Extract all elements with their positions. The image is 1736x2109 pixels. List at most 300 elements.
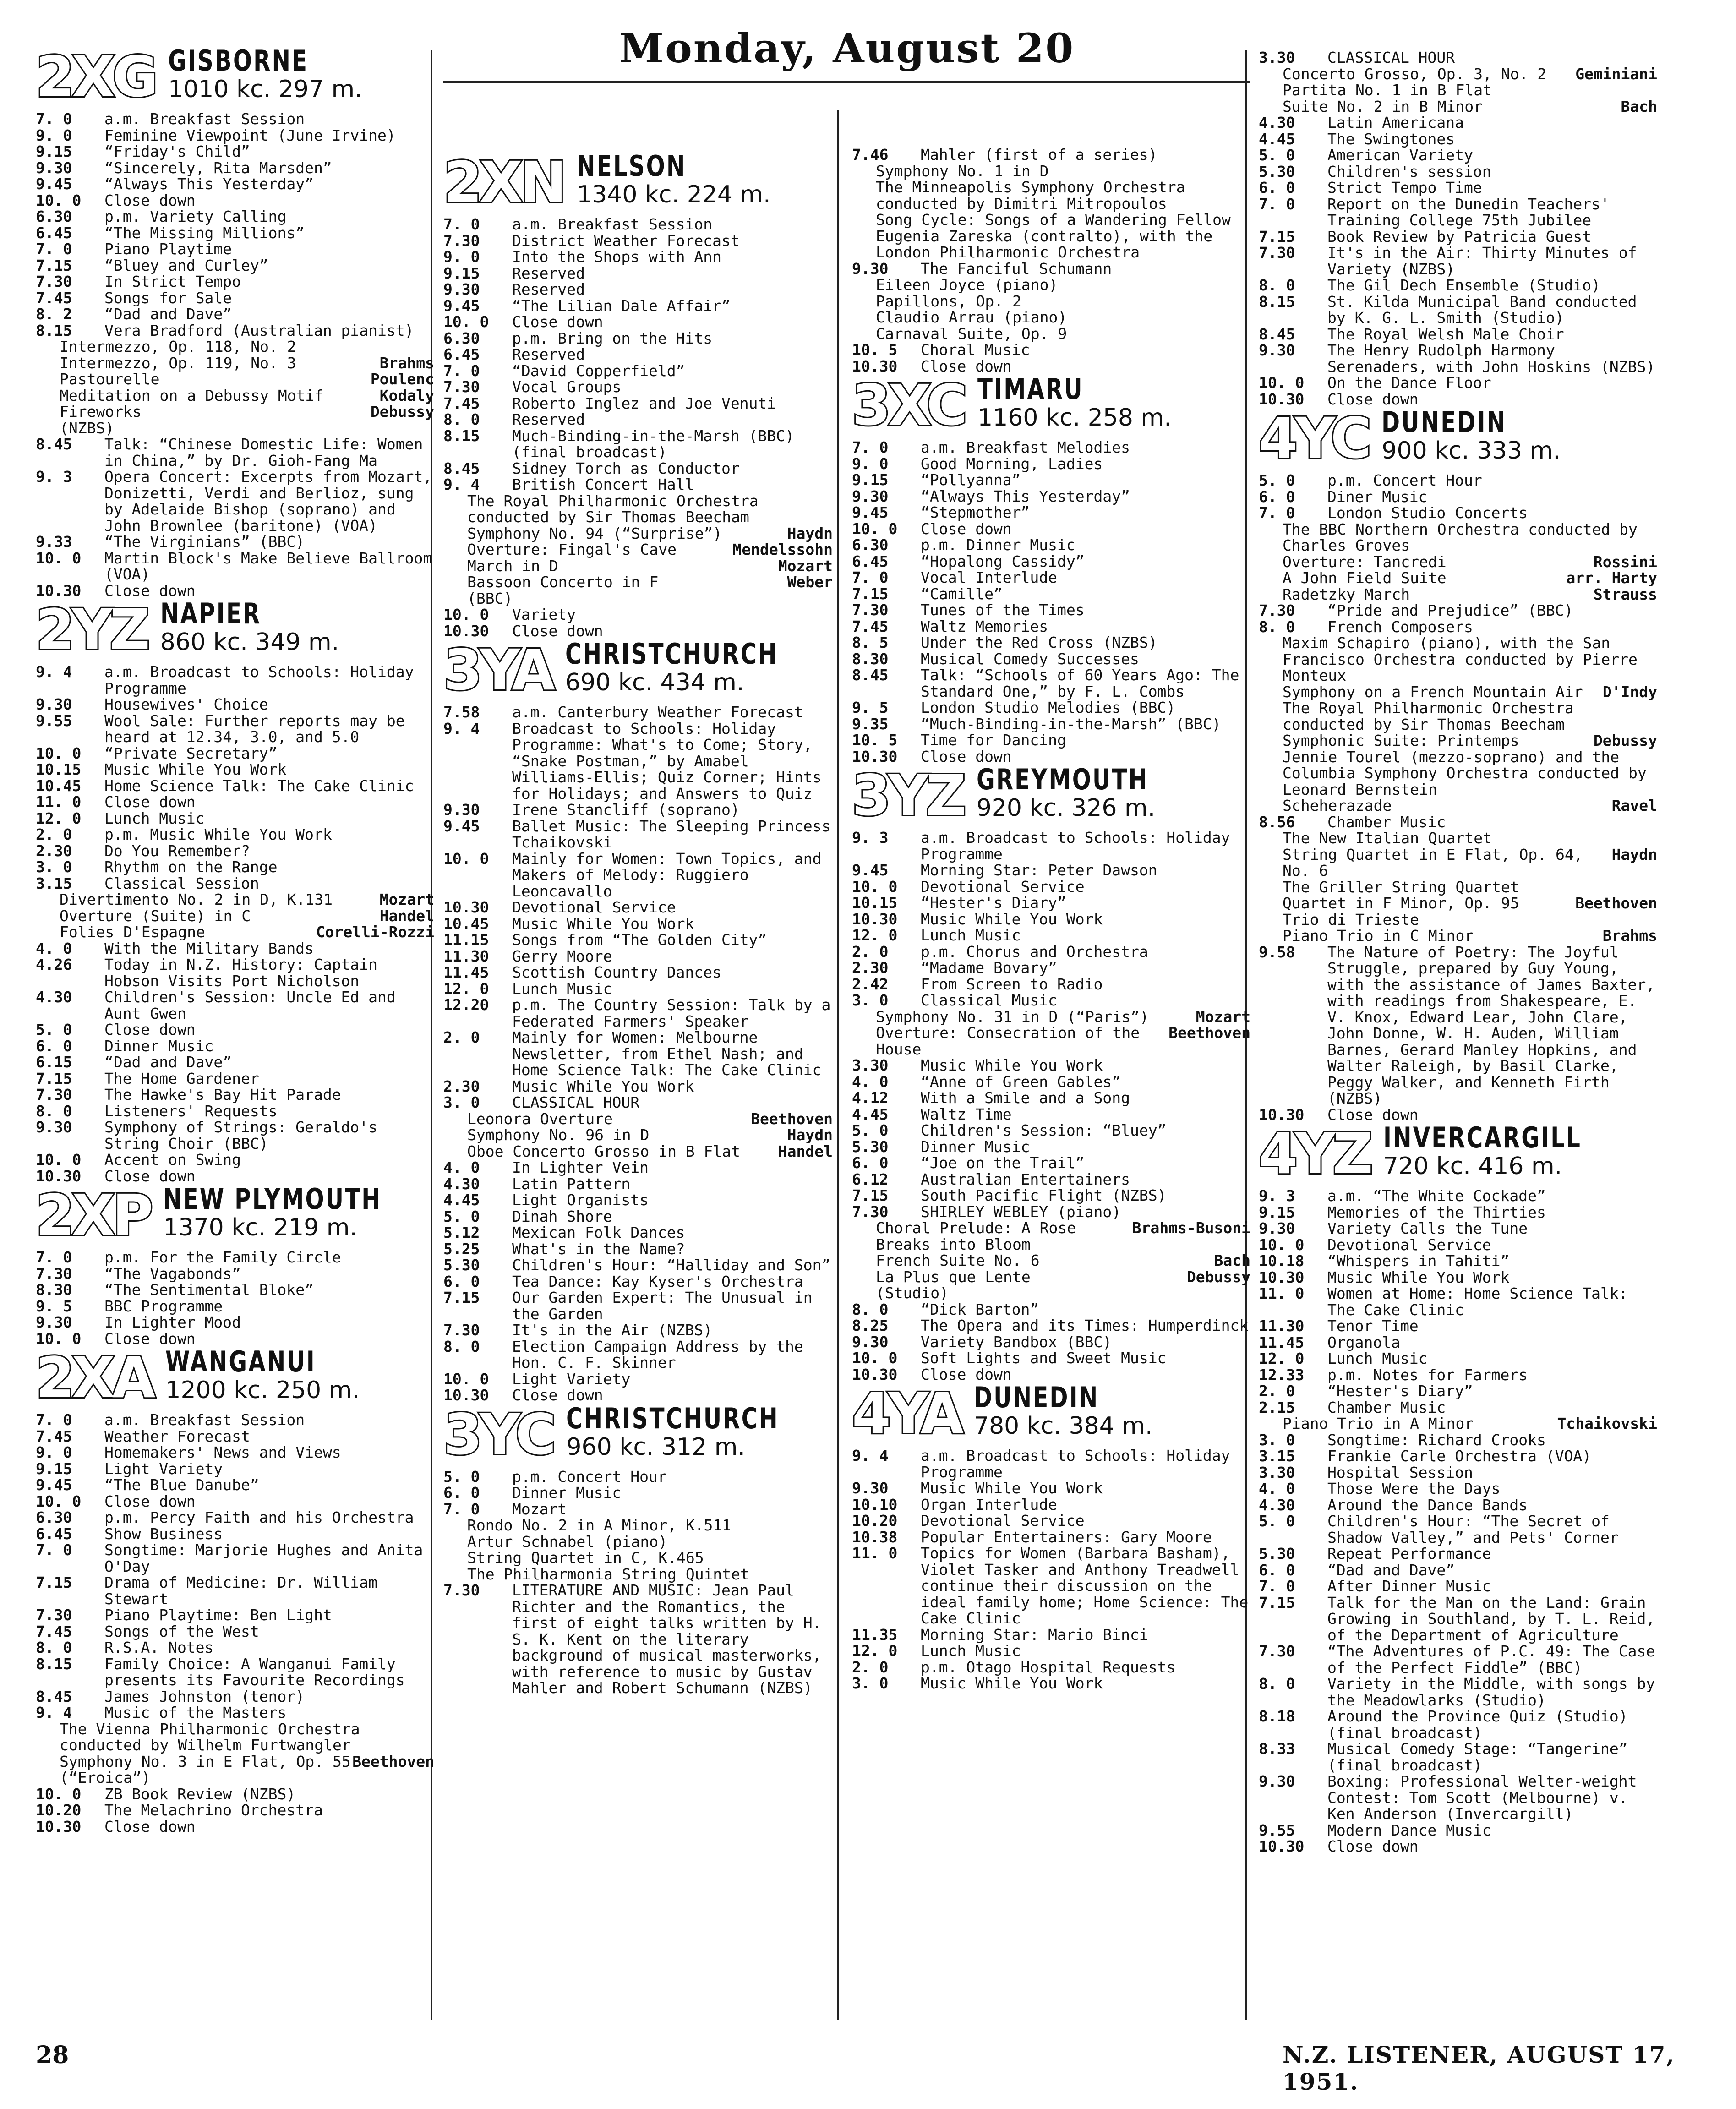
program-item	[1259, 1188, 1657, 1204]
station-3yc	[443, 1401, 833, 1697]
program-time: 9.30	[36, 1118, 72, 1136]
program-item	[852, 521, 1250, 537]
program-list	[1259, 115, 1657, 407]
work-title: Rondo No. 2 in A Minor, K.511	[467, 1516, 732, 1534]
program-title: Women at Home: Home Science Talk: The Cake Clinic	[1327, 1284, 1628, 1319]
program-item	[443, 1273, 833, 1290]
program-time: 10.30	[852, 747, 898, 765]
work-list	[1259, 66, 1657, 115]
program-title: Accent on Swing	[104, 1151, 241, 1169]
program-item	[852, 1155, 1250, 1171]
program-time: 5. 0	[1259, 471, 1295, 489]
program-item	[1259, 1350, 1657, 1367]
program-time: 8. 0	[36, 1639, 72, 1656]
program-time: 8.15	[36, 1655, 72, 1673]
program-time: 8.15	[36, 321, 72, 339]
program-title: “David Copperfield”	[512, 361, 685, 380]
program-title: a.m. Breakfast Melodies	[921, 438, 1130, 456]
program-time: 9.30	[36, 158, 72, 177]
program-title: Organola	[1327, 1333, 1400, 1351]
program-item	[1259, 1285, 1657, 1318]
work-item	[36, 1754, 434, 1786]
composer-name: Mendelssohn	[732, 541, 833, 558]
program-title: “Dad and Dave”	[104, 1053, 232, 1071]
program-title: Mahler (first of a series)	[921, 146, 1157, 164]
program-item	[1259, 1334, 1657, 1351]
work-title: The Royal Philharmonic Orchestra conducted by Sir Thomas Beecham	[467, 492, 759, 526]
program-time: 8. 2	[36, 305, 72, 323]
program-item	[443, 1192, 833, 1208]
work-title: Partita No. 1 in B Flat	[1283, 81, 1492, 99]
program-title: Close down	[104, 1167, 196, 1185]
program-time: 9.45	[443, 296, 480, 315]
program-item	[1259, 1513, 1657, 1546]
program-item	[1259, 1432, 1657, 1448]
program-time: 6.30	[443, 329, 480, 347]
program-title: Weather Forecast	[104, 1427, 250, 1445]
program-time: 7.30	[36, 1606, 72, 1624]
program-item	[1259, 1367, 1657, 1383]
column-rule-2	[837, 110, 839, 2020]
program-time: 9.30	[852, 259, 889, 278]
program-time: 10.20	[36, 1801, 82, 1819]
work-title: The Griller String Quartet	[1283, 878, 1519, 896]
program-item	[36, 192, 434, 209]
program-item	[1259, 1562, 1657, 1579]
program-title: South Pacific Flight (NZBS)	[921, 1186, 1167, 1204]
program-item	[852, 944, 1250, 960]
program-title: Devotional Service	[512, 898, 676, 916]
program-time: 2.15	[1259, 1398, 1295, 1416]
program-title: a.m. Canterbury Weather Forecast	[512, 703, 803, 721]
composer-name: D'Indy	[1602, 683, 1657, 701]
composer-name: Handel	[379, 907, 434, 925]
program-time: 4.30	[443, 1175, 480, 1193]
work-list	[1259, 830, 1657, 944]
program-item	[1259, 1318, 1657, 1334]
program-title: The Melachrino Orchestra	[104, 1801, 323, 1819]
program-title: “Camille”	[921, 585, 1003, 603]
program-title: “Always This Yesterday”	[104, 175, 314, 193]
program-list	[1259, 602, 1657, 635]
program-title: American Variety	[1327, 146, 1473, 164]
program-item	[36, 1152, 434, 1168]
station-logo: 3YA	[443, 638, 552, 703]
program-time: 7.58	[443, 703, 480, 721]
composer-name: Bach	[1214, 1251, 1250, 1269]
program-item	[36, 127, 434, 144]
program-title: Listeners' Requests	[104, 1102, 278, 1120]
program-time: 9.30	[1259, 341, 1295, 359]
program-time: 8.56	[1259, 813, 1295, 831]
program-title: It's in the Air (NZBS)	[512, 1321, 713, 1339]
station-city: TIMARU	[977, 372, 1084, 406]
work-item	[36, 1721, 434, 1754]
program-item	[36, 1298, 434, 1315]
program-title: Mainly for Women: Melbourne Newsletter, from Ethel Nash; and Home Science Talk: The Cake Clinic	[512, 1028, 822, 1079]
program-title: Much-Binding-in-the-Marsh (BBC) (final broadcast)	[512, 426, 794, 461]
work-item	[443, 1127, 833, 1143]
program-item	[1259, 326, 1657, 343]
program-item	[1259, 1595, 1657, 1644]
work-title: Intermezzo, Op. 119, No. 3	[60, 354, 296, 372]
program-time: 5. 0	[36, 1021, 72, 1038]
program-title: Music While You Work	[512, 1077, 694, 1095]
program-title: Memories of the Thirties	[1327, 1203, 1546, 1221]
program-title: p.m. The Country Session: Talk by a Federated Farmers' Speaker	[512, 996, 831, 1030]
program-list	[36, 664, 434, 891]
program-item	[36, 1477, 434, 1493]
composer-name: Debussy	[370, 403, 434, 421]
program-item	[36, 436, 434, 469]
program-time: 8.15	[1259, 292, 1295, 311]
work-list	[36, 1721, 434, 1786]
program-item	[36, 940, 434, 957]
station-3xc	[852, 374, 1250, 765]
program-item	[36, 1054, 434, 1071]
program-title: Wool Sale: Further reports may be heard at 12.34, 3.0, and 5.0	[104, 711, 405, 746]
program-item	[1259, 1546, 1657, 1562]
program-item	[36, 111, 434, 127]
program-title: Talk for the Man on the Land: Grain Growing in Southland, by T. L. Reid, of the Department of Agriculture	[1327, 1593, 1655, 1644]
work-item	[1259, 82, 1657, 98]
program-title: “Dad and Dave”	[1327, 1561, 1455, 1579]
program-time: 7.45	[36, 1622, 72, 1640]
program-time: 7.45	[36, 1427, 72, 1445]
program-item	[36, 1119, 434, 1152]
work-list	[443, 1517, 833, 1582]
program-item	[443, 1208, 833, 1225]
program-item	[36, 1819, 434, 1835]
program-title: Dinah Shore	[512, 1207, 612, 1225]
work-item	[36, 339, 434, 355]
program-time: 9.30	[443, 801, 480, 819]
program-list	[852, 342, 1250, 374]
program-time: 6.30	[36, 208, 72, 225]
program-time: 8.30	[852, 650, 889, 668]
work-item	[1259, 895, 1657, 912]
program-list	[1259, 472, 1657, 521]
program-title: The Nature of Poetry: The Joyful Struggle, prepared by Guy Young, with the assistance of James Baxter, with readings from Shakespeare, E. V. Knox, Edward Lear, John Clare, John Donne, W. H. Auden, William Barnes, Gerard Manley Hopkins, and Walter Raleigh, by Basil Clarke, Peggy Walker, and Kenneth Firth (NZBS)	[1327, 943, 1655, 1107]
program-time: 11.30	[443, 947, 489, 965]
program-item	[36, 1022, 434, 1038]
program-time: 6.15	[36, 1053, 72, 1071]
program-item	[852, 1627, 1250, 1643]
work-title: La Plus que Lente	[876, 1268, 1031, 1286]
program-item	[1259, 1383, 1657, 1399]
program-title: Broadcast to Schools: Holiday Programme: What's to Come; Story, “Snake Postman,” by Amabel Williams-Ellis; Quiz Corner; Hints for Holidays; and Answers to Quiz	[512, 719, 822, 803]
program-title: Feminine Viewpoint (June Irvine)	[104, 126, 396, 144]
program-item	[36, 241, 434, 257]
program-title: Scottish Country Dances	[512, 963, 721, 981]
station-header	[36, 1182, 434, 1248]
work-item	[36, 355, 434, 372]
station-header	[852, 763, 1250, 828]
program-item	[443, 932, 833, 948]
program-time: 4.45	[1259, 130, 1295, 148]
work-item	[443, 1566, 833, 1583]
program-list	[852, 1301, 1250, 1383]
program-time: 10. 0	[36, 1492, 82, 1510]
composer-name: Handel	[778, 1142, 833, 1160]
program-time: 11.35	[852, 1625, 898, 1644]
work-item	[1259, 879, 1657, 896]
program-time: 7.30	[1259, 1642, 1295, 1660]
program-time: 8.25	[852, 1317, 889, 1334]
program-title: Devotional Service	[921, 1512, 1085, 1530]
program-item	[852, 358, 1250, 375]
program-title: The Royal Welsh Male Choir	[1327, 325, 1564, 343]
program-time: 10.30	[443, 622, 489, 640]
work-list	[1259, 521, 1657, 603]
work-title: (NZBS)	[60, 419, 115, 437]
program-title: Mainly for Women: Town Topics, and Makers of Melody: Ruggiero Leoncavallo	[512, 849, 822, 900]
program-item	[443, 1094, 833, 1111]
work-title: Eileen Joyce (piano)	[876, 276, 1058, 294]
program-item	[36, 257, 434, 274]
program-item	[36, 778, 434, 794]
composer-name: Brahms-Busoni	[1132, 1219, 1250, 1237]
program-title: ZB Book Review (NZBS)	[104, 1785, 296, 1803]
program-time: 10. 0	[443, 849, 489, 868]
work-title: Symphony No. 31 in D (“Paris”)	[876, 1007, 1149, 1026]
program-title: Tenor Time	[1327, 1317, 1419, 1335]
program-time: 8. 0	[1259, 617, 1295, 636]
work-item	[1259, 732, 1657, 749]
program-time: 8.45	[1259, 325, 1295, 343]
work-item	[1259, 586, 1657, 603]
program-title: Music While You Work	[104, 760, 287, 778]
program-time: 7.30	[1259, 601, 1295, 619]
program-title: “Sincerely, Rita Marsden”	[104, 158, 332, 177]
program-title: District Weather Forecast	[512, 231, 740, 250]
program-title: From Screen to Radio	[921, 975, 1103, 993]
station-logo: 2XA	[36, 1345, 153, 1410]
program-item	[852, 992, 1250, 1009]
program-time: 10.15	[852, 894, 898, 912]
program-title: Dinner Music	[104, 1037, 214, 1055]
program-time: 10.30	[852, 1365, 898, 1383]
station-logo: 4YC	[1259, 406, 1369, 471]
program-time: 6.45	[852, 552, 889, 570]
station-city: NEW PLYMOUTH	[163, 1182, 382, 1216]
station-3yc-continued	[852, 147, 1250, 374]
program-item	[443, 216, 833, 233]
program-time: 2.30	[443, 1077, 480, 1095]
program-item	[36, 322, 434, 339]
program-time: 5.12	[443, 1224, 480, 1241]
program-item	[852, 147, 1250, 163]
station-3ya	[443, 639, 833, 1404]
program-title: Chamber Music	[1327, 813, 1446, 831]
program-item	[36, 1574, 434, 1607]
work-item	[852, 1220, 1250, 1252]
program-title: Music While You Work	[1327, 1268, 1510, 1286]
program-time: 5.30	[1259, 1545, 1295, 1563]
program-item	[36, 1542, 434, 1574]
work-item	[1259, 98, 1657, 115]
program-title: Reserved	[512, 345, 585, 363]
program-item	[1259, 180, 1657, 196]
program-title: a.m. Breakfast Session	[104, 1411, 305, 1429]
program-time: 3.30	[1259, 49, 1295, 66]
program-list	[852, 1057, 1250, 1220]
program-title: Light Variety	[512, 1370, 631, 1388]
program-item	[36, 794, 434, 810]
program-time: 6. 0	[1259, 487, 1295, 506]
station-city: CHRISTCHURCH	[565, 637, 778, 671]
program-time: 9. 5	[852, 699, 889, 716]
program-title: Ballet Music: The Sleeping Princess Tchaikovski	[512, 817, 831, 851]
station-4ya-continued	[1259, 49, 1657, 407]
composer-name: Geminiani	[1575, 65, 1657, 83]
program-time: 10. 0	[36, 1151, 82, 1169]
program-item	[443, 1322, 833, 1339]
program-item	[1259, 375, 1657, 391]
program-time: 7.46	[852, 146, 889, 164]
program-time: 10.30	[852, 357, 898, 375]
work-title: The BBC Northern Orchestra conducted by Charles Groves	[1283, 520, 1638, 554]
program-title: Organ Interlude	[921, 1495, 1058, 1513]
program-time: 2.42	[852, 975, 889, 993]
program-time: 7.30	[36, 273, 72, 290]
program-item	[36, 1103, 434, 1120]
station-frequency: 780 kc. 384 m.	[973, 1412, 1153, 1440]
program-time: 2. 0	[36, 825, 72, 843]
program-time: 9.30	[443, 280, 480, 298]
program-item	[36, 713, 434, 745]
station-header	[443, 637, 833, 703]
work-title: The Minneapolis Symphony Orchestra conducted by Dimitri Mitropoulos	[876, 178, 1185, 213]
program-time: 3.30	[852, 1056, 889, 1074]
program-item	[1259, 1481, 1657, 1497]
program-item	[443, 1387, 833, 1404]
program-time: 9. 5	[36, 1297, 72, 1315]
program-item	[852, 1659, 1250, 1676]
program-item	[852, 342, 1250, 358]
composer-name: Strauss	[1593, 585, 1657, 603]
station-frequency: 1200 kc. 250 m.	[165, 1377, 360, 1404]
program-time: 9.35	[852, 715, 889, 733]
work-item	[852, 1269, 1250, 1285]
program-time: 7.15	[852, 1186, 889, 1204]
program-item	[36, 843, 434, 859]
program-title: Roberto Inglez and Joe Venuti	[512, 394, 776, 412]
program-title: p.m. Bring on the Hits	[512, 329, 713, 347]
station-frequency: 1160 kc. 258 m.	[977, 404, 1172, 432]
program-time: 9.15	[36, 142, 72, 160]
program-title: p.m. Music While You Work	[104, 825, 332, 843]
program-item	[852, 569, 1250, 586]
program-title: Devotional Service	[921, 877, 1085, 896]
program-title: Classical Music	[921, 991, 1058, 1009]
work-list	[852, 1009, 1250, 1058]
program-title: Opera Concert: Excerpts from Mozart, Donizetti, Verdi and Berlioz, sung by Adelaide Bishop (soprano) and John Brownlee (baritone) (VOA)	[104, 468, 432, 535]
work-title: Bassoon Concerto in F	[467, 573, 659, 591]
program-title: a.m. Broadcast to Schools: Holiday Programme	[104, 663, 414, 697]
program-time: 6.45	[36, 224, 72, 242]
program-time: 9.30	[1259, 1219, 1295, 1237]
column-1	[36, 46, 434, 1835]
composer-name: Beethoven	[1575, 894, 1657, 912]
program-item	[1259, 602, 1657, 619]
program-time: 5. 0	[1259, 1512, 1295, 1530]
program-item	[852, 1497, 1250, 1513]
program-item	[443, 1501, 833, 1518]
program-item	[443, 1257, 833, 1273]
program-item	[852, 586, 1250, 602]
program-title: Variety in the Middle, with songs by the Meadowlarks (Studio)	[1327, 1675, 1655, 1709]
program-time: 7. 0	[36, 1541, 72, 1559]
program-item	[443, 1224, 833, 1241]
program-time: 3. 0	[443, 1093, 480, 1111]
work-item	[1259, 798, 1657, 814]
program-time: 10.20	[852, 1512, 898, 1530]
work-item	[1259, 521, 1657, 554]
program-title: “The Vagabonds”	[104, 1264, 241, 1283]
program-title: Report on the Dunedin Teachers' Training College 75th Jubilee	[1327, 195, 1610, 229]
program-title: Mozart	[512, 1500, 567, 1518]
program-title: Songs of the West	[104, 1622, 259, 1640]
program-title: “Hester's Diary”	[921, 894, 1066, 912]
program-time: 3. 0	[36, 858, 72, 876]
program-time: 7. 0	[852, 568, 889, 586]
program-title: In Lighter Vein	[512, 1158, 649, 1176]
program-title: Vocal Interlude	[921, 568, 1058, 586]
program-title: Frankie Carle Orchestra (VOA)	[1327, 1447, 1592, 1465]
program-time: 10. 0	[36, 549, 82, 567]
program-item	[36, 1412, 434, 1428]
work-title: Pastourelle	[60, 370, 160, 388]
work-item	[1259, 847, 1657, 879]
program-title: Lunch Music	[921, 1642, 1021, 1660]
program-time: 5. 0	[852, 1121, 889, 1139]
program-item	[443, 1029, 833, 1078]
program-item	[443, 1469, 833, 1485]
column-3	[852, 147, 1250, 1692]
program-title: Into the Shops with Ann	[512, 248, 721, 266]
program-item	[443, 1339, 833, 1371]
program-title: Close down	[921, 357, 1012, 375]
program-title: Housewives' Choice	[104, 695, 268, 713]
program-time: 9.15	[852, 471, 889, 489]
program-title: CLASSICAL HOUR	[512, 1093, 640, 1111]
program-item	[36, 664, 434, 696]
work-item	[443, 1517, 833, 1534]
work-title: Symphony No. 3 in E Flat, Op. 55 (“Eroica”)	[60, 1752, 351, 1787]
program-title: The Swingtones	[1327, 130, 1455, 148]
program-item	[1259, 1676, 1657, 1708]
program-item	[443, 1159, 833, 1176]
work-title: Folies D'Espagne	[60, 923, 205, 941]
program-time: 9.45	[36, 175, 72, 193]
composer-name: Brahms	[1602, 927, 1657, 945]
program-title: “Whispers in Tahiti”	[1327, 1252, 1510, 1270]
program-item	[36, 1071, 434, 1087]
work-title: String Quartet in E Flat, Op. 64, No. 6	[1283, 845, 1583, 880]
program-time: 10.45	[443, 914, 489, 933]
program-title: Classical Session	[104, 874, 259, 892]
work-item	[36, 924, 434, 940]
program-item	[36, 1038, 434, 1054]
work-item	[443, 590, 833, 607]
station-frequency: 920 kc. 326 m.	[976, 794, 1156, 822]
station-frequency: 960 kc. 312 m.	[566, 1433, 745, 1461]
program-item	[36, 1331, 434, 1347]
program-item	[36, 534, 434, 550]
work-item	[852, 228, 1250, 261]
program-title: Mexican Folk Dances	[512, 1224, 685, 1241]
